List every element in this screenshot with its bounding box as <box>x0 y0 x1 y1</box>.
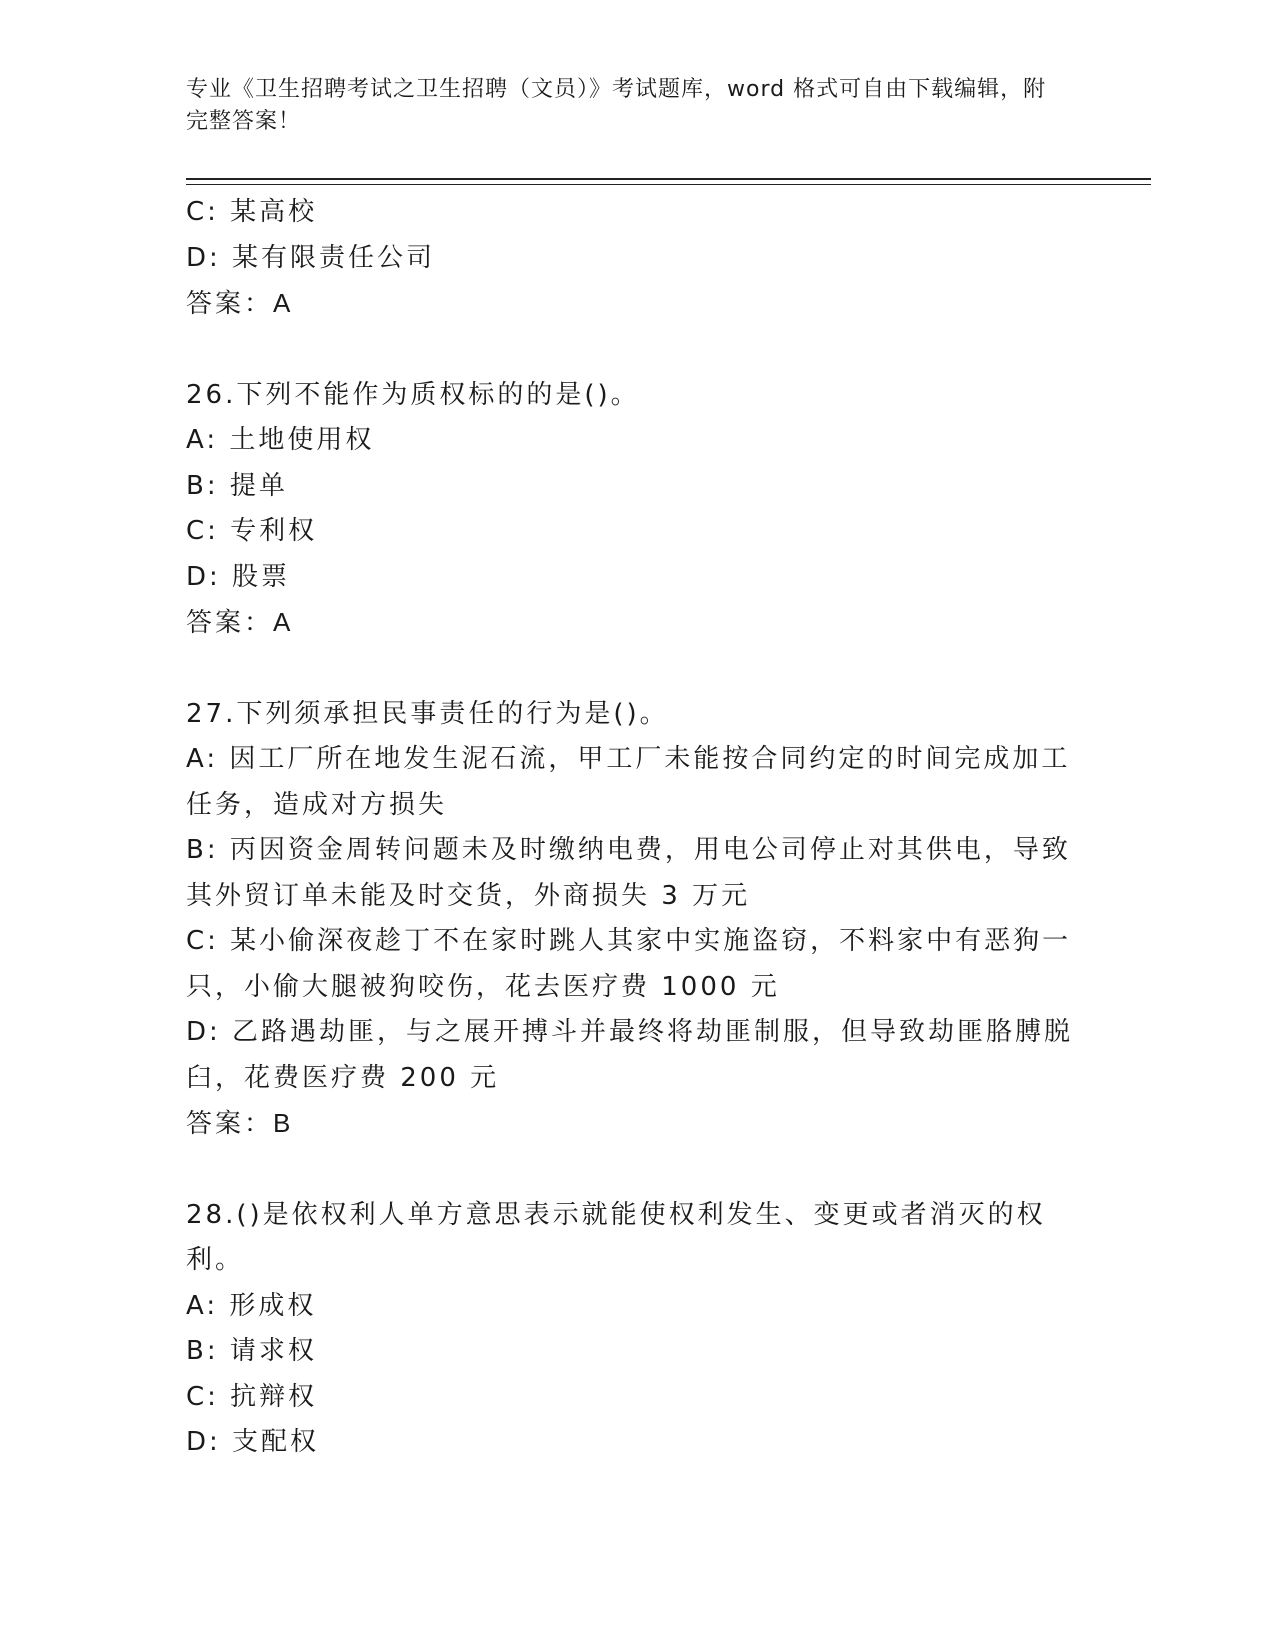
q26-question: 26.下列不能作为质权标的的是()。 <box>186 379 640 410</box>
q27-option-b: B: 丙因资金周转问题未及时缴纳电费，用电公司停止对其供电，导致其外贸订单未能及时交货，外商损失 3 万元 <box>186 835 1071 911</box>
question-content <box>186 190 1086 1466</box>
spacer <box>186 1147 1086 1193</box>
q28-option-a: A: 形成权 <box>186 1290 317 1321</box>
q26-option-d: D: 股票 <box>186 561 291 592</box>
q27-question: 27.下列须承担民事责任的行为是()。 <box>186 698 669 729</box>
header-rule-thin <box>186 184 1151 185</box>
q27-option-c: C: 某小偷深夜趁丁不在家时跳人其家中实施盗窃，不料家中有恶狗一只，小偷大腿被狗咬伤，花去医疗费 1000 元 <box>186 926 1072 1002</box>
q26-option-b: B: 提单 <box>186 470 288 501</box>
q28-question: 28.()是依权利人单方意思表示就能使权利发生、变更或者消灭的权利。 <box>186 1199 1046 1275</box>
q27-option-d: D: 乙路遇劫匪，与之展开搏斗并最终将劫匪制服，但导致劫匪胳膊脱臼，花费医疗费 200 元 <box>186 1017 1074 1093</box>
header-rule-thick <box>186 178 1151 180</box>
q28-option-b: B: 请求权 <box>186 1336 317 1366</box>
q27-option-a: A: 因工厂所在地发生泥石流，甲工厂未能按合同约定的时间完成加工任务，造成对方损失 <box>186 744 1071 820</box>
q26-option-a: A: 土地使用权 <box>186 425 375 455</box>
prev-answer: 答案：A <box>186 288 294 318</box>
q27-answer: 答案：B <box>186 1108 294 1138</box>
q28-option-d: D: 支配权 <box>186 1427 320 1457</box>
q26-option-c: C: 专利权 <box>186 516 318 546</box>
q26-answer: 答案：A <box>186 607 294 637</box>
q28-option-c: C: 抗辩权 <box>186 1381 318 1412</box>
document-header: 专业《卫生招聘考试之卫生招聘（文员）》考试题库，word 格式可自由下载编辑，附完整答案！ <box>186 77 1047 134</box>
prev-option-c: C: 某高校 <box>186 197 318 227</box>
prev-option-d: D: 某有限责任公司 <box>186 242 436 273</box>
spacer <box>186 646 1086 692</box>
spacer <box>186 327 1086 373</box>
